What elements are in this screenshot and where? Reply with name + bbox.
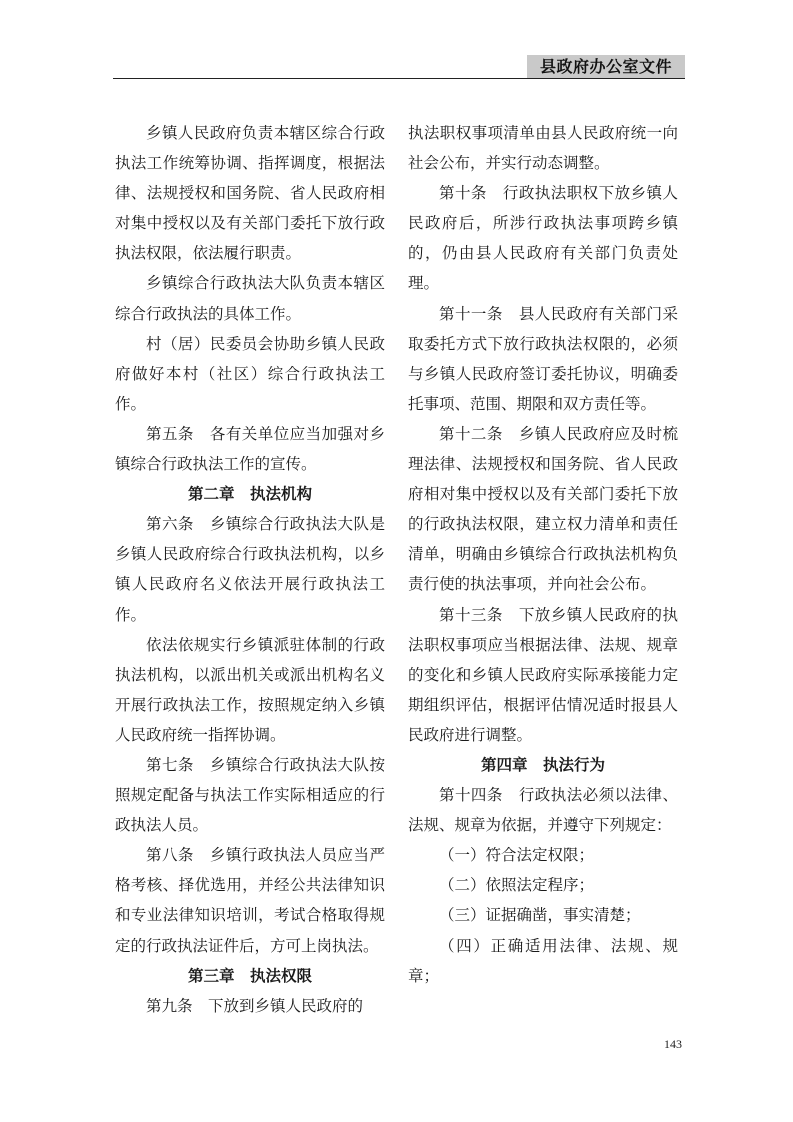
chapter-2-heading: 第二章 执法机构: [187, 485, 312, 504]
left-column: [115, 118, 385, 1021]
article-7: 第七条 乡镇综合行政执法大队按照规定配备与执法工作实际相适应的行政执法人员。: [115, 755, 385, 835]
list-item: （三）证据确凿，事实清楚；: [439, 906, 641, 925]
chapter-4-heading: 第四章 执法行为: [480, 755, 605, 774]
article-6: 第六条 乡镇综合行政执法大队是乡镇人民政府综合行政执法机构，以乡镇人民政府名义依法开展行政执法工作。: [115, 515, 385, 624]
article-10: 第十条 行政执法职权下放乡镇人民政府后，所涉行政执法事项跨乡镇的，仍由县人民政府有关部门负责处理。: [408, 184, 678, 293]
list-item: （四）正确适用法律、法规、规章；: [408, 936, 678, 985]
paragraph: 乡镇综合行政执法大队负责本辖区综合行政执法的具体工作。: [115, 274, 385, 323]
article-11: 第十一条 县人民政府有关部门采取委托方式下放行政执法权限的，必须与乡镇人民政府签订委托协议，明确委托事项、范围、期限和双方责任等。: [408, 304, 678, 413]
header-title: 县政府办公室文件: [527, 55, 685, 78]
article-13: 第十三条 下放乡镇人民政府的执法职权事项应当根据法律、法规、规章的变化和乡镇人民政府实际承接能力定期组织评估，根据评估情况适时报县人民政府进行调整。: [408, 605, 678, 744]
article-5: 第五条 各有关单位应当加强对乡镇综合行政执法工作的宣传。: [115, 424, 385, 474]
list-item: （二）依照法定程序；: [439, 876, 595, 895]
paragraph: 村（居）民委员会协助乡镇人民政府做好本村（社区）综合行政执法工作。: [115, 334, 385, 413]
article-12: 第十二条 乡镇人民政府应及时梳理法律、法规授权和国务院、省人民政府相对集中授权以及有关部门委托下放的行政执法权限，建立权力清单和责任清单，明确由乡镇综合行政执法机构负责行使的执法事项，并向社会公布。: [408, 424, 678, 594]
chapter-3-heading: 第三章 执法权限: [187, 966, 312, 985]
right-column: [408, 118, 678, 991]
article-9-continued: 执法职权事项清单由县人民政府统一向社会公布，并实行动态调整。: [408, 124, 678, 173]
header-rule: [113, 78, 685, 79]
list-item: （一）符合法定权限；: [439, 846, 595, 865]
paragraph: 乡镇人民政府负责本辖区综合行政执法工作统筹协调、指挥调度，根据法律、法规授权和国务院、省人民政府相对集中授权以及有关部门委托下放行政执法权限，依法履行职责。: [115, 124, 385, 263]
article-8: 第八条 乡镇行政执法人员应当严格考核、择优选用，并经公共法律知识和专业法律知识培训，考试合格取得规定的行政执法证件后，方可上岗执法。: [115, 846, 385, 955]
article-9: 第九条 下放到乡镇人民政府的: [146, 996, 364, 1015]
page-number: 143: [664, 1037, 682, 1051]
paragraph: 依法依规实行乡镇派驻体制的行政执法机构，以派出机关或派出机构名义开展行政执法工作，按照规定纳入乡镇人民政府统一指挥协调。: [115, 635, 385, 744]
article-14: 第十四条 行政执法必须以法律、法规、规章为依据，并遵守下列规定：: [408, 786, 678, 835]
